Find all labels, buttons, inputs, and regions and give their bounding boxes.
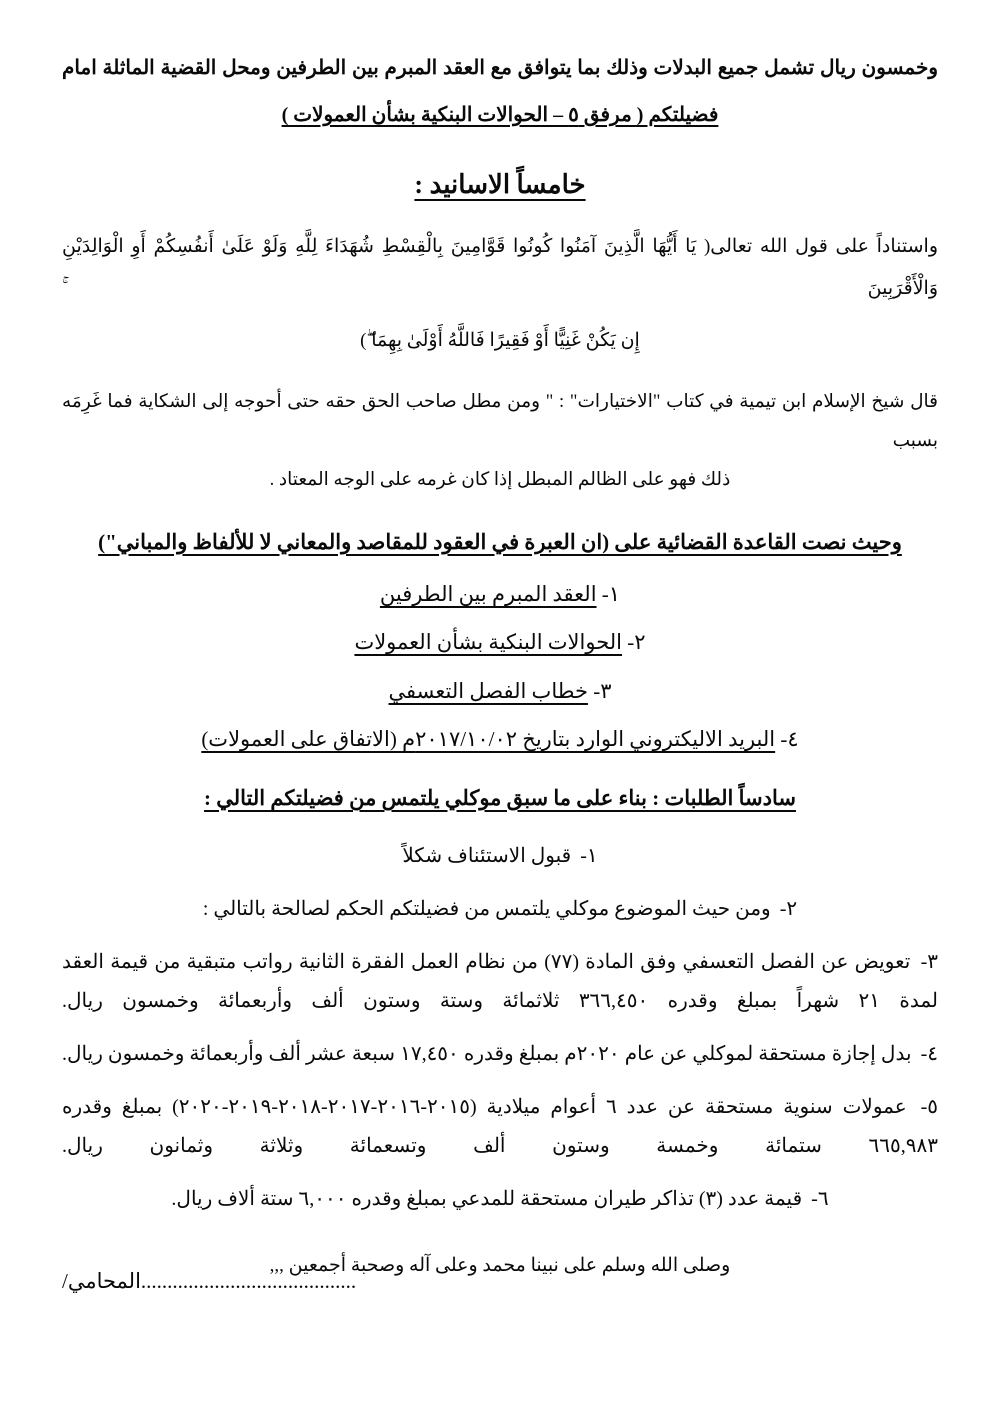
request-item-text-6: قيمة عدد (٣) تذاكر طيران مستحقة للمدعي بمبلغ وقدره ٦,٠٠٠ ستة ألاف ريال. <box>171 1187 803 1210</box>
evidence-item-number-2: ٢- <box>627 630 646 655</box>
ibn-taymiyyah-quote <box>62 383 938 500</box>
request-item-text-1: قبول الاستئناف شكلاً <box>402 844 572 867</box>
section-heading-evidence <box>62 170 938 200</box>
section-heading-evidence-label: خامساً الاسانيد : <box>414 170 586 199</box>
request-item-text-4: بدل إجازة مستحقة لموكلي عن عام ٢٠٢٠م بمبلغ وقدره ١٧,٤٥٠ سبعة عشر ألف وأربعمائة وخمسون ريال. <box>62 1042 912 1065</box>
intro-paragraph-line2 <box>62 95 938 136</box>
judicial-rule-statement <box>62 530 938 555</box>
section-heading-requests <box>62 786 938 811</box>
list-item <box>62 579 938 611</box>
evidence-item-text-3: خطاب الفصل التعسفي <box>388 678 588 703</box>
requests-list <box>62 837 938 1219</box>
quran-verse-line2 <box>62 320 938 362</box>
evidence-item-text-1: العقد المبرم بين الطرفين <box>379 581 597 606</box>
request-item-number-6: ٦- <box>811 1187 829 1210</box>
closing-prayer-text: وصلى الله وسلم على نبينا محمد وعلى آله وصحبة أجمعين ,,, <box>269 1254 731 1276</box>
intro-text-line1: وخمسون ريال تشمل جميع البدلات وذلك بما يتوافق مع العقد المبرم بين الطرفين ومحل القضية الماثلة امام <box>62 57 938 79</box>
request-item-number-4: ٤- <box>920 1042 939 1065</box>
evidence-list <box>62 579 938 756</box>
quran-verse-line1 <box>62 226 938 310</box>
signature-dotted-line: ......................................... <box>140 1269 357 1293</box>
intro-paragraph-line1 <box>62 48 938 89</box>
quote-line2 <box>62 461 938 500</box>
list-item <box>62 1035 938 1074</box>
list-item <box>62 1088 938 1166</box>
signature-block <box>62 1269 356 1294</box>
evidence-item-text-2: الحوالات البنكية بشأن العمولات <box>354 630 623 655</box>
signature-label: المحامي/ <box>62 1269 141 1293</box>
evidence-item-number-1: ١- <box>601 581 621 606</box>
list-item <box>62 724 938 756</box>
request-item-number-5: ٥- <box>920 1095 939 1118</box>
quote-text-line2: ذلك فهو على الظالم المبطل إذا كان غرمه على الوجه المعتاد . <box>269 470 731 491</box>
list-item <box>62 1180 938 1219</box>
list-item <box>62 837 938 876</box>
request-item-number-2: ٢- <box>779 897 798 920</box>
judicial-rule-text: وحيث نصت القاعدة القضائية على (ان العبرة في العقود للمقاصد والمعاني لا للألفاظ والمباني") <box>98 529 902 554</box>
list-item <box>62 943 938 1021</box>
request-item-number-3: ٣- <box>920 950 939 973</box>
quote-line1 <box>62 383 938 461</box>
quran-verse-text-line2: إِن يَكُنْ غَنِيًّا أَوْ فَقِيرًا فَاللَّهُ أَوْلَىٰ بِهِمَا ۖ) <box>360 329 640 351</box>
request-item-text-2: ومن حيث الموضوع موكلي يلتمس من فضيلتكم الحكم لصالحة بالتالي : <box>202 897 771 920</box>
request-item-text-3: تعويض عن الفصل التعسفي وفق المادة (٧٧) من نظام العمل الفقرة الثانية رواتب متبقية من قيمة العقد لمدة ٢١ شهراً بمبلغ وقدره ٣٦٦,٤٥٠ ثلاثمائة وستة وستون ألف وأربعمائة وخمسون ريال. <box>62 950 938 1012</box>
list-item <box>62 627 938 659</box>
list-item <box>62 676 938 708</box>
list-item <box>62 890 938 929</box>
attachment-reference: فضيلتكم ( مرفق ٥ – الحوالات البنكية بشأن العمولات ) <box>281 104 719 126</box>
request-item-number-1: ١- <box>580 844 598 867</box>
evidence-item-text-4: البريد الاليكتروني الوارد بتاريخ ٢٠١٧/١٠/٠٢م (الاتفاق على العمولات) <box>201 727 776 752</box>
section-heading-requests-label: سادساً الطلبات : بناء على ما سبق موكلي يلتمس من فضيلتكم التالي : <box>204 785 796 810</box>
request-item-text-5: عمولات سنوية مستحقة عن عدد ٦ أعوام ميلادية (٢٠١٥-٢٠١٦-٢٠١٧-٢٠١٨-٢٠١٩-٢٠٢٠) بمبلغ وقدره ٦٦٥,٩٨٣ ستمائة وخمسة وستون ألف وتسعمائة وثلاثة وثمانون ريال. <box>62 1095 938 1157</box>
evidence-item-number-3: ٣- <box>593 678 612 703</box>
evidence-item-number-4: ٤- <box>780 727 799 752</box>
quote-text-line1: قال شيخ الإسلام ابن تيمية في كتاب "الاختيارات" : " ومن مطل صاحب الحق حقه حتى أحوجه إلى الشكاية فما غَرِمَه بسبب <box>62 392 938 452</box>
quran-verse-text-line1: واستناداً على قول الله تعالى( يَا أَيُّهَا الَّذِينَ آمَنُوا كُونُوا قَوَّامِينَ بِالْقِسْطِ شُهَدَاءَ لِلَّهِ وَلَوْ عَلَىٰ أَنفُسِكُمْ أَوِ الْوَالِدَيْنِ وَالْأَقْرَبِينَ ۚ <box>62 236 938 299</box>
